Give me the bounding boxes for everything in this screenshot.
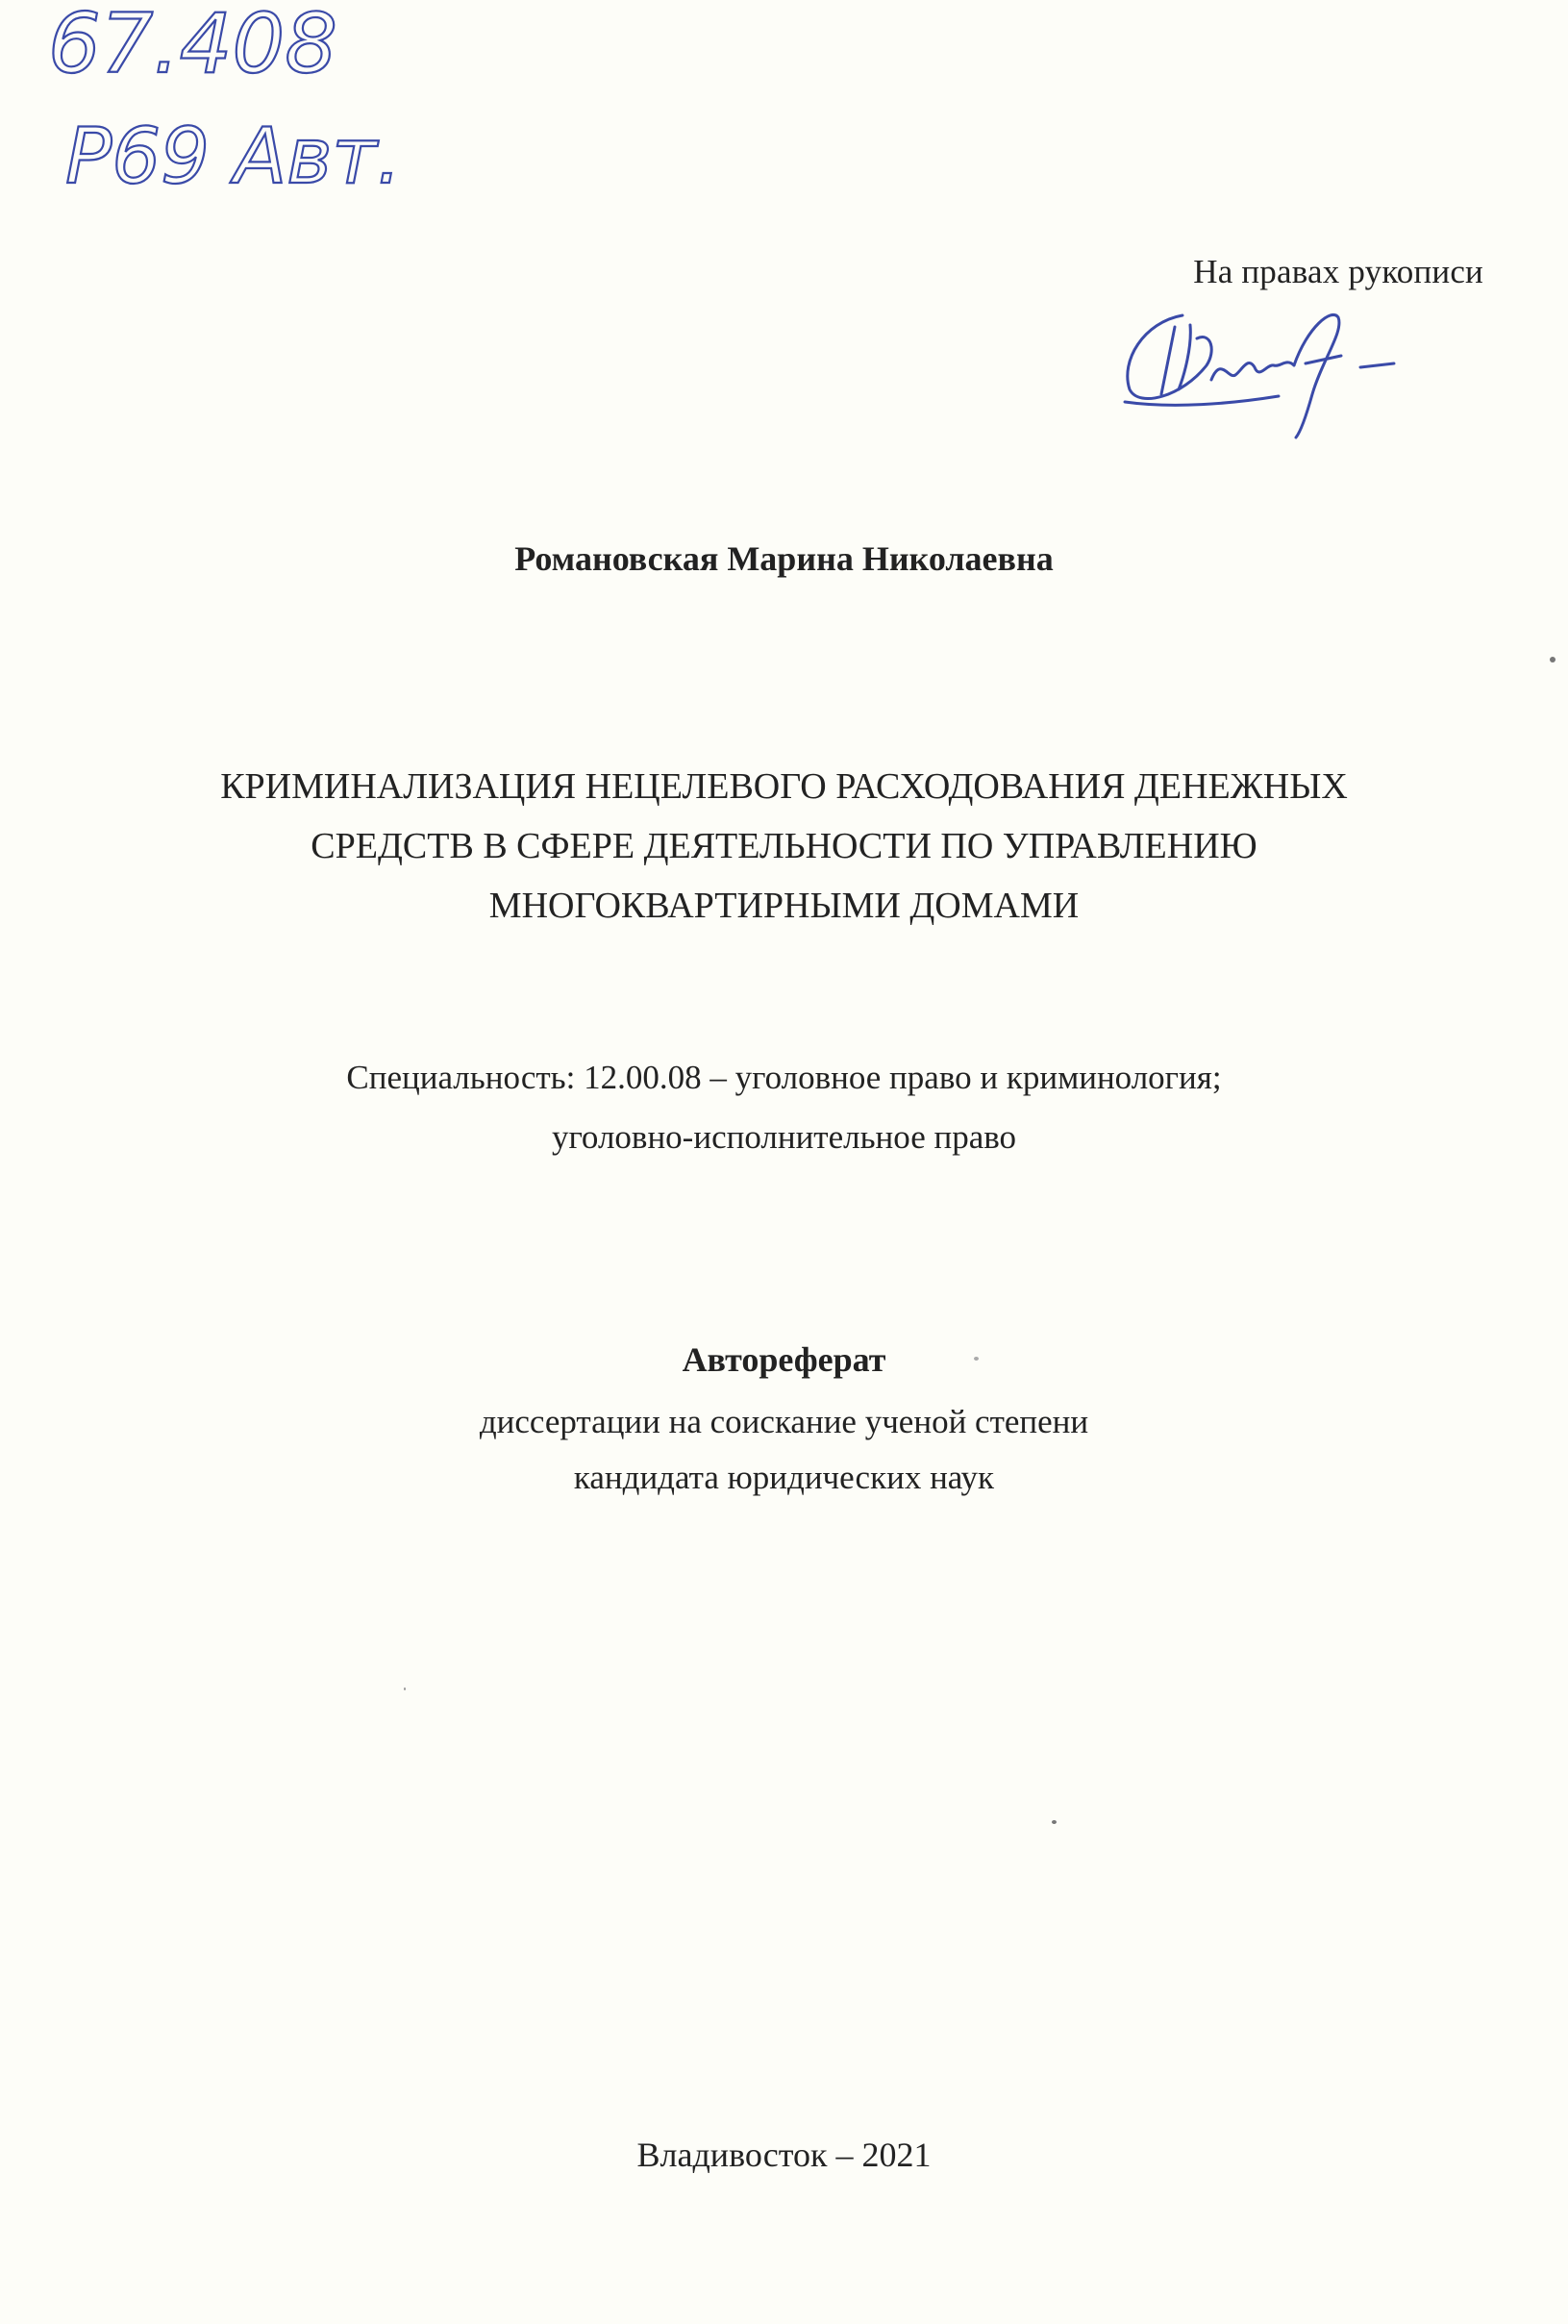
title-line: КРИМИНАЛИЗАЦИЯ НЕЦЕЛЕВОГО РАСХОДОВАНИЯ ДЕНЕЖНЫХ	[220, 766, 1348, 807]
abstract-line: диссертации на соискание ученой степени	[479, 1403, 1089, 1440]
signature-image	[1115, 288, 1432, 442]
paper-speck	[1550, 657, 1556, 662]
manuscript-label: На правах рукописи	[1193, 253, 1483, 290]
paper-speck	[1052, 1820, 1057, 1824]
title-line: СРЕДСТВ В СФЕРЕ ДЕЯТЕЛЬНОСТИ ПО УПРАВЛЕНИЮ	[311, 826, 1257, 866]
specialty-line: Специальность: 12.00.08 – уголовное право и криминология;	[346, 1059, 1222, 1096]
author-name: Романовская Марина Николаевна	[514, 539, 1054, 578]
abstract-description	[0, 1394, 1568, 1506]
paper-speck	[404, 1687, 406, 1690]
paper-speck	[974, 1357, 979, 1361]
title-line: МНОГОКВАРТИРНЫМИ ДОМАМИ	[488, 886, 1080, 926]
abstract-line: кандидата юридических наук	[573, 1459, 995, 1496]
specialty-line: уголовно-исполнительное право	[551, 1118, 1017, 1156]
specialty-block	[0, 1048, 1568, 1167]
place-year: Владивосток – 2021	[636, 2136, 932, 2174]
handwritten-catalog-note	[38, 0, 461, 202]
dissertation-title	[0, 757, 1568, 936]
handwritten-note-line-2: Р69 Авт.	[65, 112, 402, 201]
abstract-heading: Автореферат	[682, 1340, 886, 1379]
handwritten-note-line-1: 67.408	[48, 0, 337, 92]
